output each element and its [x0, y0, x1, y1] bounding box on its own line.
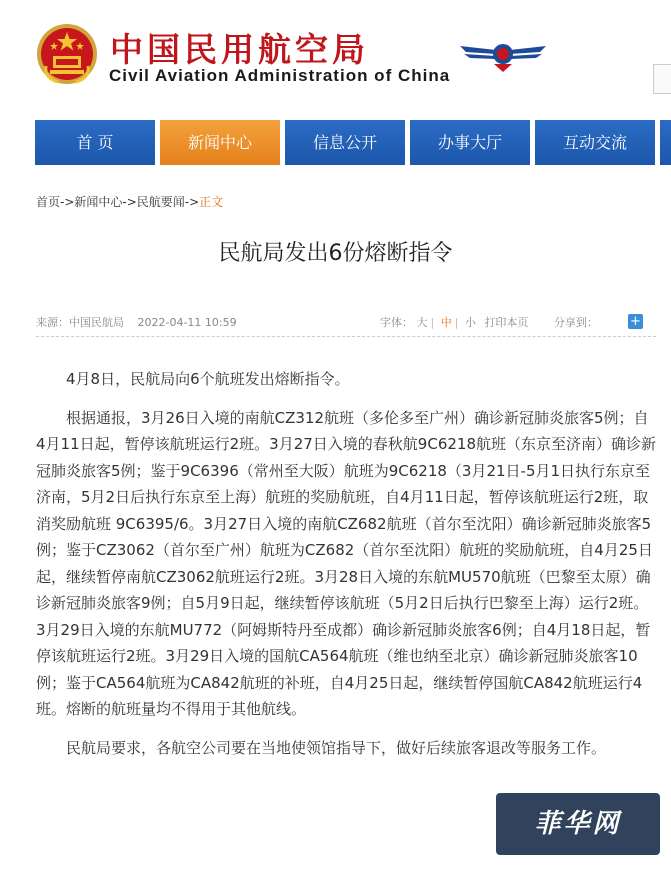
font-size-label: 字体：	[380, 316, 413, 329]
article-source: 来源：中国民航局	[36, 316, 124, 329]
nav-interaction[interactable]: 互动交流	[535, 120, 655, 165]
nav-information-disclosure[interactable]: 信息公开	[285, 120, 405, 165]
caac-wings-logo-icon	[458, 34, 548, 74]
font-size-large[interactable]: 大	[416, 316, 428, 329]
nav-service-hall[interactable]: 办事大厅	[410, 120, 530, 165]
main-nav	[0, 120, 671, 166]
article-paragraph: 根据通报，3月26日入境的南航CZ312航班（多伦多至广州）确诊新冠肺炎旅客5例；自4月11日起，暂停该航班运行2班。3月27日入境的春秋航9C6218航班（东京至济南）确诊新冠肺炎旅客5例；鉴于9C6396（常州至大阪）航班为9C6218（3月21日-5月1日执行东京至济南，5月2日后执行东京至上海）航班的奖励航班，自4月11日起，暂停该航班运行2班，取消奖励航班 9C6395/6。3月27日入境的南航CZ682航班（首尔至沈阳）确诊新冠肺炎旅客5例；鉴于CZ3062（首尔至广州）航班为CZ682（首尔至沈阳）航班的奖励航班，自4月25日起，继续暂停南航CZ3062航班运行2班。3月28日入境的东航MU570航班（巴黎至太原）确诊新冠肺炎旅客9例；自5月9日起，继续暂停该航班（5月2日后执行巴黎至上海）运行2班。3月29日入境的东航MU772（阿姆斯特丹至成都）确诊新冠肺炎旅客6例；自4月18日起，暂停该航班运行2班。3月29日入境的国航CA564航班（维也纳至北京）确诊新冠肺炎旅客10例；鉴于CA564航班为CA842航班的补班，自4月25日起，继续暂停国航CA842航班运行4班。熔断的航班量均不得用于其他航线。	[36, 408, 656, 718]
header-side-panel	[653, 64, 671, 94]
breadcrumb-path[interactable]: 首页->新闻中心->民航要闻->	[36, 195, 200, 209]
site-title-en: Civil Aviation Administration of China	[109, 66, 451, 85]
font-size-medium[interactable]: 中	[440, 316, 452, 329]
breadcrumb	[36, 193, 223, 210]
print-page-link[interactable]: 打印本页	[484, 316, 529, 329]
nav-overflow[interactable]	[660, 120, 671, 165]
nav-news-center[interactable]: 新闻中心	[160, 120, 280, 165]
breadcrumb-current: 正文	[199, 195, 224, 209]
meta-divider	[36, 336, 656, 337]
article-tools: 字体： 大 | 中 | 小 打印本页 分享到：	[380, 316, 598, 329]
article-paragraph: 民航局要求，各航空公司要在当地使领馆指导下，做好后续旅客退改等服务工作。	[66, 738, 607, 757]
site-title-cn: 中国民用航空局	[110, 30, 369, 69]
national-emblem-icon	[36, 22, 98, 86]
site-header	[0, 0, 671, 112]
article-paragraph: 4月8日，民航局向6个航班发出熔断指令。	[66, 370, 350, 388]
article-body	[36, 366, 657, 773]
article-date: 2022-04-11 10:59	[137, 316, 237, 329]
nav-home[interactable]: 首 页	[35, 120, 155, 165]
font-size-small[interactable]: 小	[464, 316, 476, 329]
article-meta	[36, 314, 247, 330]
share-plus-icon[interactable]: +	[628, 314, 643, 329]
article-title: 民航局发出6份熔断指令	[218, 241, 453, 266]
watermark-logo: 菲华网	[496, 793, 660, 855]
share-label: 分享到：	[553, 316, 598, 329]
